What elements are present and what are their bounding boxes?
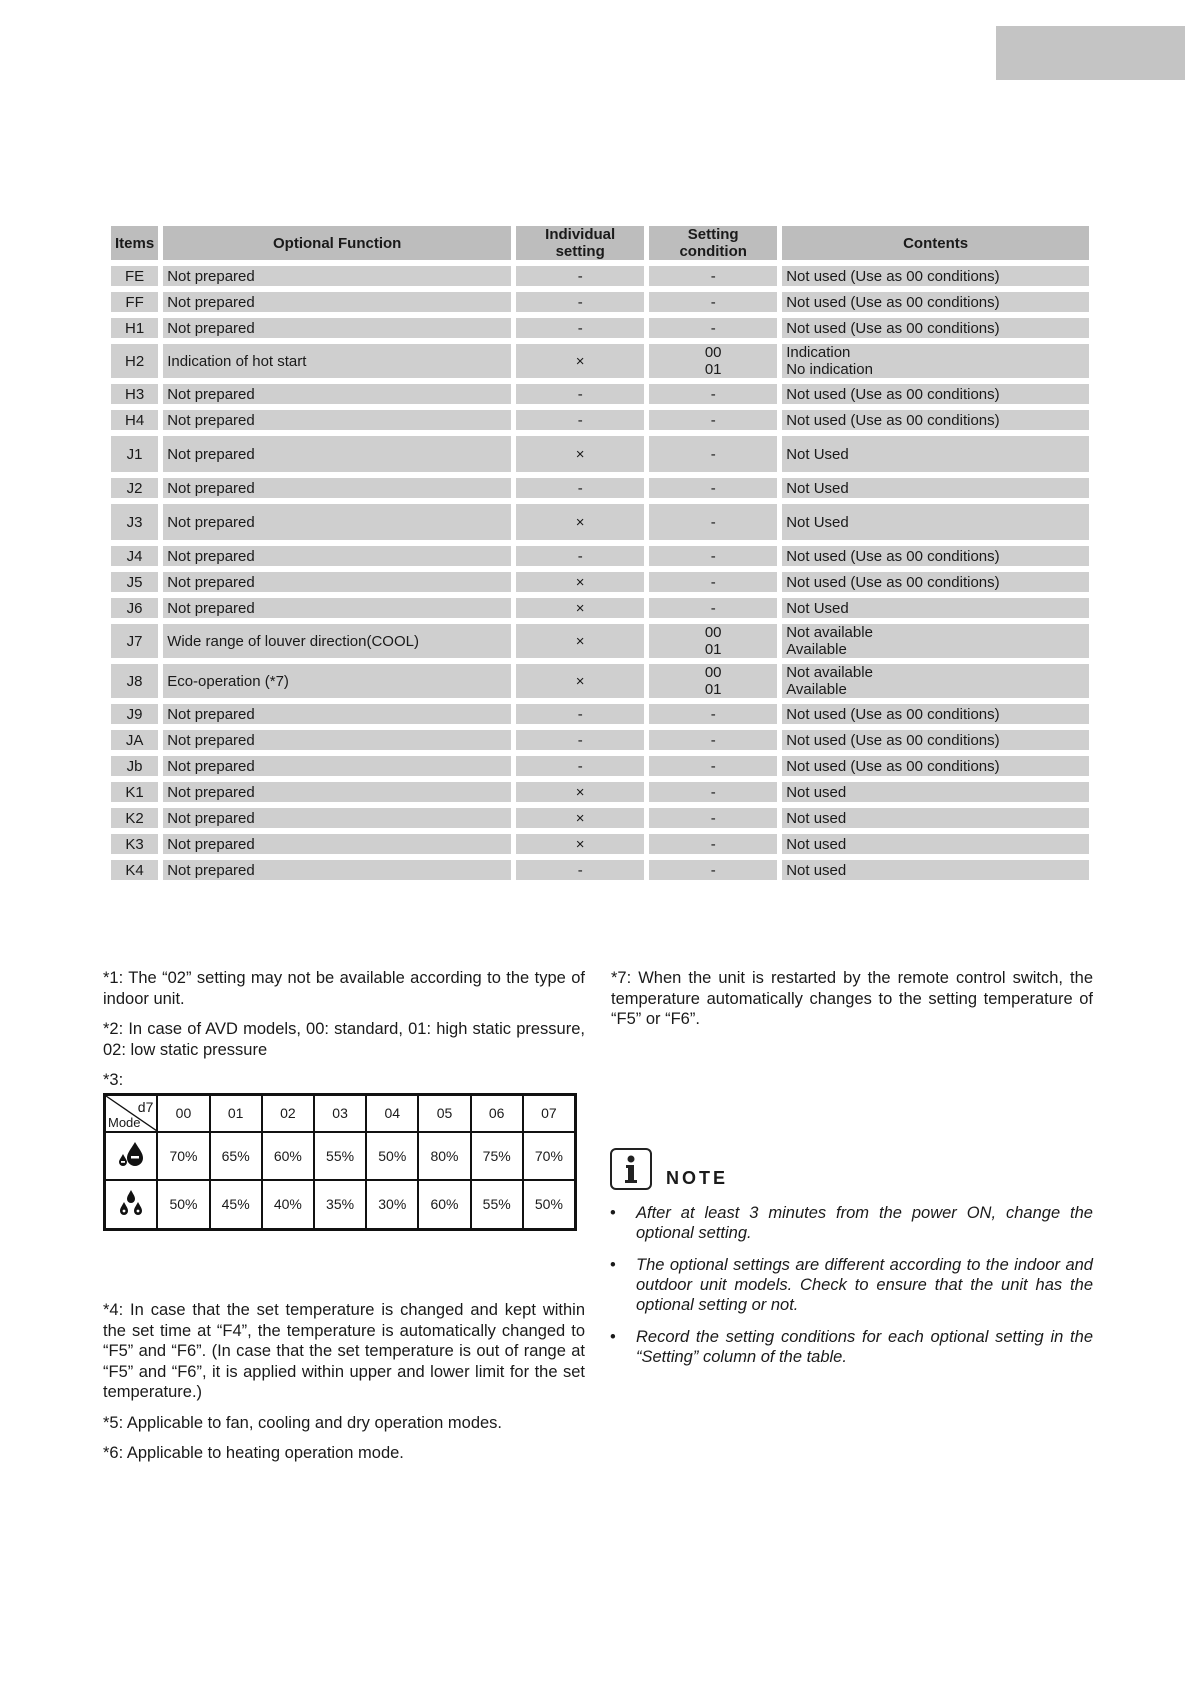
mode-value: 70% bbox=[523, 1132, 576, 1180]
setting-condition-cell: - bbox=[649, 598, 777, 618]
d7-label: d7 bbox=[137, 1099, 154, 1115]
setting-condition-cell: - bbox=[649, 860, 777, 880]
setting-condition-cell: - bbox=[649, 384, 777, 404]
table-row bbox=[111, 384, 1089, 404]
setting-condition-cell: - bbox=[649, 504, 777, 540]
item-cell: K1 bbox=[111, 782, 158, 802]
dry-mode-icon bbox=[105, 1132, 158, 1180]
table-row bbox=[111, 318, 1089, 338]
contents-cell: Not Used bbox=[782, 504, 1089, 540]
contents-cell: Not used (Use as 00 conditions) bbox=[782, 572, 1089, 592]
note-item: • After at least 3 minutes from the power ON, change the optional setting. bbox=[610, 1204, 1093, 1242]
function-cell: Not prepared bbox=[163, 834, 511, 854]
header-contents: Contents bbox=[782, 226, 1089, 260]
table-row bbox=[111, 598, 1089, 618]
humidity-drops-icon bbox=[105, 1180, 158, 1230]
header-setting-condition: Setting condition bbox=[649, 226, 777, 260]
mode-value: 65% bbox=[210, 1132, 262, 1180]
mode-value: 35% bbox=[314, 1180, 366, 1230]
humidity-mode-table bbox=[103, 1093, 577, 1231]
item-cell: H4 bbox=[111, 410, 158, 430]
contents-cell: Not used (Use as 00 conditions) bbox=[782, 384, 1089, 404]
table-row bbox=[111, 572, 1089, 592]
table-row bbox=[111, 344, 1089, 378]
note-list bbox=[610, 1203, 1093, 1379]
function-cell: Not prepared bbox=[163, 572, 511, 592]
setting-condition-cell: - bbox=[649, 266, 777, 286]
footnote-4: *4: In case that the set temperature is changed and kept within the set time at “F4”, the temperature is automatically changed to “F5” and “F6”. (In case that the set temperature is out of range at “F5” and “F6”, it is applied within upper and lower limit for the set temperature.) bbox=[103, 1301, 585, 1401]
optional-function-table bbox=[106, 220, 1094, 886]
mode-value: 60% bbox=[418, 1180, 470, 1230]
item-cell: K3 bbox=[111, 834, 158, 854]
individual-setting-cell: - bbox=[516, 860, 644, 880]
mode-value: 55% bbox=[314, 1132, 366, 1180]
mode-value: 40% bbox=[262, 1180, 314, 1230]
mode-col-header: 05 bbox=[418, 1095, 470, 1132]
contents-cell: Not used (Use as 00 conditions) bbox=[782, 704, 1089, 724]
mode-value: 80% bbox=[418, 1132, 470, 1180]
setting-condition-cell: 00 01 bbox=[649, 344, 777, 378]
contents-cell: Not Used bbox=[782, 478, 1089, 498]
footnotes-left-lower bbox=[103, 1300, 585, 1474]
table-row bbox=[111, 624, 1089, 658]
setting-condition-cell: 00 01 bbox=[649, 624, 777, 658]
setting-condition-cell: - bbox=[649, 834, 777, 854]
item-cell: K2 bbox=[111, 808, 158, 828]
function-cell: Not prepared bbox=[163, 756, 511, 776]
setting-condition-cell: - bbox=[649, 808, 777, 828]
individual-setting-cell: × bbox=[516, 782, 644, 802]
table-row bbox=[111, 292, 1089, 312]
table-row bbox=[111, 546, 1089, 566]
setting-condition-cell: - bbox=[649, 410, 777, 430]
function-cell: Not prepared bbox=[163, 860, 511, 880]
table-row bbox=[111, 704, 1089, 724]
item-cell: J5 bbox=[111, 572, 158, 592]
table-row bbox=[111, 860, 1089, 880]
item-cell: J4 bbox=[111, 546, 158, 566]
item-cell: K4 bbox=[111, 860, 158, 880]
mode-label: Mode bbox=[108, 1114, 141, 1130]
item-cell: FE bbox=[111, 266, 158, 286]
individual-setting-cell: × bbox=[516, 572, 644, 592]
individual-setting-cell: × bbox=[516, 834, 644, 854]
individual-setting-cell: × bbox=[516, 504, 644, 540]
individual-setting-cell: - bbox=[516, 704, 644, 724]
table-row bbox=[111, 436, 1089, 472]
note-item: • The optional settings are different according to the indoor and outdoor unit models. Check to ensure that the unit has the optional setting or not. bbox=[610, 1256, 1093, 1314]
table-row bbox=[111, 664, 1089, 698]
contents-cell: Not used bbox=[782, 860, 1089, 880]
mode-value: 50% bbox=[523, 1180, 576, 1230]
item-cell: J3 bbox=[111, 504, 158, 540]
setting-condition-cell: - bbox=[649, 704, 777, 724]
mode-col-header: 07 bbox=[523, 1095, 576, 1132]
setting-condition-cell: - bbox=[649, 782, 777, 802]
contents-cell: Not used bbox=[782, 808, 1089, 828]
function-cell: Not prepared bbox=[163, 410, 511, 430]
mode-table-corner bbox=[105, 1095, 158, 1132]
info-icon bbox=[610, 1148, 652, 1190]
bullet: • bbox=[610, 1204, 616, 1222]
function-cell: Not prepared bbox=[163, 436, 511, 472]
function-cell: Eco-operation (*7) bbox=[163, 664, 511, 698]
individual-setting-cell: - bbox=[516, 546, 644, 566]
setting-condition-cell: - bbox=[649, 318, 777, 338]
note-title: NOTE bbox=[666, 1168, 729, 1188]
individual-setting-cell: - bbox=[516, 292, 644, 312]
item-cell: FF bbox=[111, 292, 158, 312]
function-cell: Not prepared bbox=[163, 598, 511, 618]
setting-condition-cell: - bbox=[649, 546, 777, 566]
mode-value: 45% bbox=[210, 1180, 262, 1230]
note-item: • Record the setting conditions for each optional setting in the “Setting” column of the table. bbox=[610, 1328, 1093, 1366]
page-corner-tab bbox=[996, 26, 1185, 80]
table-row bbox=[111, 410, 1089, 430]
footnotes-left bbox=[103, 968, 585, 1101]
table-row bbox=[111, 756, 1089, 776]
function-cell: Not prepared bbox=[163, 478, 511, 498]
mode-value: 50% bbox=[157, 1180, 209, 1230]
individual-setting-cell: - bbox=[516, 266, 644, 286]
mode-col-header: 02 bbox=[262, 1095, 314, 1132]
function-cell: Not prepared bbox=[163, 546, 511, 566]
function-cell: Not prepared bbox=[163, 782, 511, 802]
setting-condition-cell: - bbox=[649, 478, 777, 498]
footnotes-right bbox=[611, 968, 1093, 1030]
function-cell: Indication of hot start bbox=[163, 344, 511, 378]
mode-value: 70% bbox=[157, 1132, 209, 1180]
function-cell: Not prepared bbox=[163, 292, 511, 312]
individual-setting-cell: × bbox=[516, 344, 644, 378]
contents-cell: Not used (Use as 00 conditions) bbox=[782, 266, 1089, 286]
item-cell: H2 bbox=[111, 344, 158, 378]
individual-setting-cell: - bbox=[516, 730, 644, 750]
function-cell: Not prepared bbox=[163, 318, 511, 338]
mode-col-header: 01 bbox=[210, 1095, 262, 1132]
item-cell: H3 bbox=[111, 384, 158, 404]
header-items: Items bbox=[111, 226, 158, 260]
bullet: • bbox=[610, 1328, 616, 1346]
contents-cell: Not Used bbox=[782, 598, 1089, 618]
table-row bbox=[111, 808, 1089, 828]
mode-row-dry bbox=[105, 1132, 576, 1180]
function-cell: Not prepared bbox=[163, 384, 511, 404]
contents-cell: Not used bbox=[782, 834, 1089, 854]
function-cell: Wide range of louver direction(COOL) bbox=[163, 624, 511, 658]
item-cell: JA bbox=[111, 730, 158, 750]
footnote-2: *2: In case of AVD models, 00: standard, 01: high static pressure, 02: low static pressure bbox=[103, 1020, 585, 1059]
bullet: • bbox=[610, 1256, 616, 1274]
contents-cell: Not used (Use as 00 conditions) bbox=[782, 410, 1089, 430]
footnote-5: *5: Applicable to fan, cooling and dry operation modes. bbox=[103, 1413, 503, 1432]
table-row bbox=[111, 730, 1089, 750]
contents-cell: Not Used bbox=[782, 436, 1089, 472]
table-header-row bbox=[111, 226, 1089, 260]
mode-value: 55% bbox=[471, 1180, 523, 1230]
contents-cell: Not available Available bbox=[782, 624, 1089, 658]
individual-setting-cell: - bbox=[516, 318, 644, 338]
contents-cell: Not used bbox=[782, 782, 1089, 802]
function-cell: Not prepared bbox=[163, 504, 511, 540]
item-cell: J6 bbox=[111, 598, 158, 618]
header-individual-setting: Individual setting bbox=[516, 226, 644, 260]
header-optional-function: Optional Function bbox=[163, 226, 511, 260]
note-header bbox=[610, 1148, 730, 1192]
individual-setting-cell: × bbox=[516, 664, 644, 698]
contents-cell: Indication No indication bbox=[782, 344, 1089, 378]
contents-cell: Not used (Use as 00 conditions) bbox=[782, 730, 1089, 750]
contents-cell: Not available Available bbox=[782, 664, 1089, 698]
individual-setting-cell: - bbox=[516, 384, 644, 404]
table-row bbox=[111, 834, 1089, 854]
individual-setting-cell: × bbox=[516, 598, 644, 618]
footnote-7: *7: When the unit is restarted by the remote control switch, the temperature automatically changes to the setting temperature of “F5” or “F6”. bbox=[611, 969, 1093, 1028]
setting-condition-cell: - bbox=[649, 572, 777, 592]
table-row bbox=[111, 782, 1089, 802]
individual-setting-cell: - bbox=[516, 756, 644, 776]
function-cell: Not prepared bbox=[163, 730, 511, 750]
contents-cell: Not used (Use as 00 conditions) bbox=[782, 292, 1089, 312]
individual-setting-cell: × bbox=[516, 436, 644, 472]
setting-condition-cell: - bbox=[649, 756, 777, 776]
setting-condition-cell: 00 01 bbox=[649, 664, 777, 698]
function-cell: Not prepared bbox=[163, 704, 511, 724]
footnote-1: *1: The “02” setting may not be available according to the type of indoor unit. bbox=[103, 969, 585, 1008]
table-row bbox=[111, 504, 1089, 540]
individual-setting-cell: × bbox=[516, 624, 644, 658]
mode-value: 50% bbox=[366, 1132, 418, 1180]
footnote-3-label: *3: bbox=[103, 1071, 124, 1089]
individual-setting-cell: - bbox=[516, 478, 644, 498]
mode-table-header-row bbox=[105, 1095, 576, 1132]
function-cell: Not prepared bbox=[163, 808, 511, 828]
item-cell: J2 bbox=[111, 478, 158, 498]
contents-cell: Not used (Use as 00 conditions) bbox=[782, 318, 1089, 338]
setting-condition-cell: - bbox=[649, 730, 777, 750]
mode-value: 60% bbox=[262, 1132, 314, 1180]
mode-value: 30% bbox=[366, 1180, 418, 1230]
mode-row-humidity bbox=[105, 1180, 576, 1230]
item-cell: J8 bbox=[111, 664, 158, 698]
individual-setting-cell: × bbox=[516, 808, 644, 828]
item-cell: J1 bbox=[111, 436, 158, 472]
contents-cell: Not used (Use as 00 conditions) bbox=[782, 546, 1089, 566]
mode-col-header: 03 bbox=[314, 1095, 366, 1132]
item-cell: J7 bbox=[111, 624, 158, 658]
item-cell: H1 bbox=[111, 318, 158, 338]
footnote-6: *6: Applicable to heating operation mode. bbox=[103, 1444, 404, 1462]
item-cell: Jb bbox=[111, 756, 158, 776]
mode-col-header: 06 bbox=[471, 1095, 523, 1132]
setting-condition-cell: - bbox=[649, 292, 777, 312]
mode-col-header: 00 bbox=[157, 1095, 209, 1132]
contents-cell: Not used (Use as 00 conditions) bbox=[782, 756, 1089, 776]
mode-col-header: 04 bbox=[366, 1095, 418, 1132]
item-cell: J9 bbox=[111, 704, 158, 724]
setting-condition-cell: - bbox=[649, 436, 777, 472]
function-cell: Not prepared bbox=[163, 266, 511, 286]
individual-setting-cell: - bbox=[516, 410, 644, 430]
table-row bbox=[111, 478, 1089, 498]
table-row bbox=[111, 266, 1089, 286]
mode-value: 75% bbox=[471, 1132, 523, 1180]
